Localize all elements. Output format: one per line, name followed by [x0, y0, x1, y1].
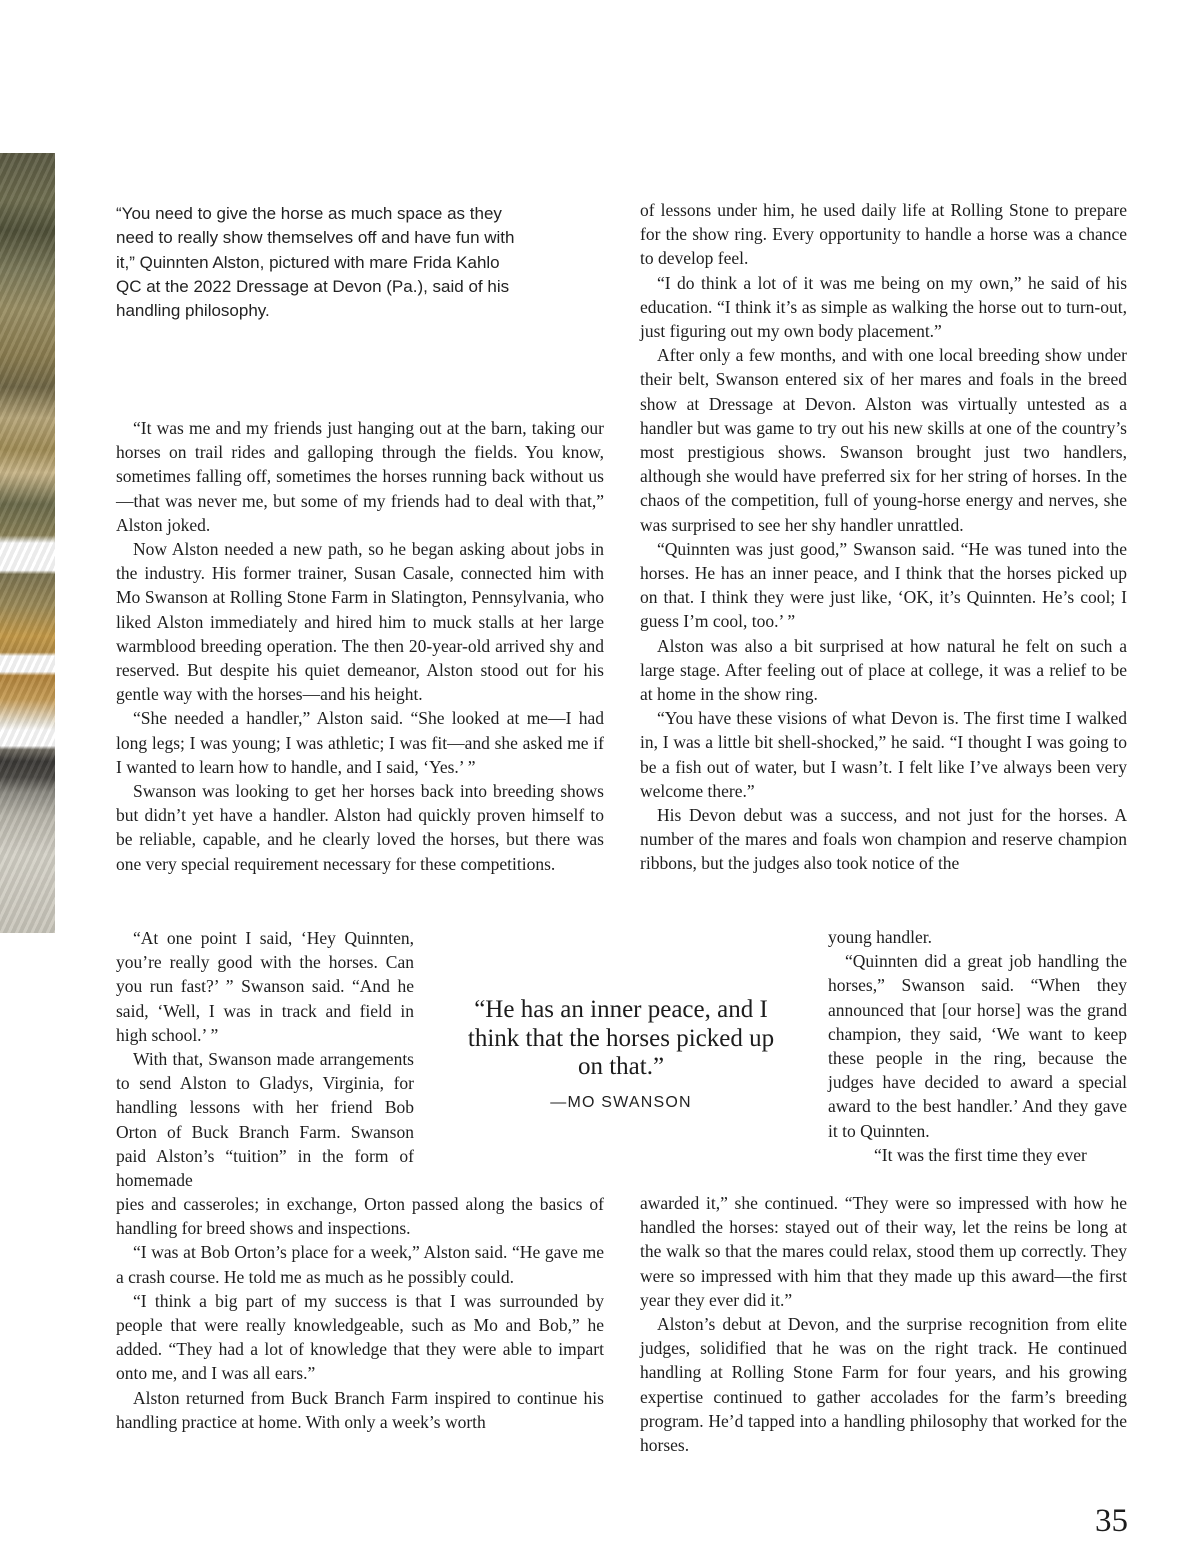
photo-caption: “You need to give the horse as much space as they need to really show themselves off and have fun with it,” Quinnten Alston, pictured with mare Frida Kahlo QC at the 2022 Dressage at Devon (Pa.), said of his handling philosophy.	[116, 204, 515, 321]
pull-quote-text: “He has an inner peace, and I think that the horses picked up on that.”	[467, 996, 775, 1080]
paragraph: “You have these visions of what Devon is. The first time I walked in, I was a little bit shell-shocked,” he said. “I thought I was going to be a fish out of water, but I wasn’t. I felt like I’ve always been very welcome there.”	[640, 708, 1127, 801]
right-column-top	[640, 198, 1127, 876]
paragraph: “It was me and my friends just hanging out at the barn, taking our horses on trail rides and galloping through the fields. You know, sometimes falling off, sometimes the horses running back without us—that was never me, but some of my friends had to deal with that,” Alston joked.	[116, 418, 604, 535]
paragraph: Swanson was looking to get her horses back into breeding shows but didn’t yet have a handler. Alston had quickly proven himself to be reliable, capable, and he clearly loved the horses, but there was one very special requirement necessary for these competitions.	[116, 781, 604, 874]
paragraph: “She needed a handler,” Alston said. “She looked at me—I had long legs; I was young; I was athletic; I was fit—and she asked me if I wanted to learn how to handle, and I said, ‘Yes.’ ”	[116, 708, 604, 777]
photo-strip	[0, 153, 55, 933]
paragraph: “At one point I said, ‘Hey Quinnten, you’re really good with the horses. Can you run fast?’ ” Swanson said. “And he said, ‘Well, I was in track and field in high school.’ ”	[116, 928, 414, 1045]
paragraph: “It was the first time they ever	[874, 1144, 1087, 1165]
pull-quote	[462, 996, 780, 1112]
paragraph: His Devon debut was a success, and not just for the horses. A number of the mares and foals won champion and reserve champion ribbons, but the judges also took notice of the	[640, 805, 1127, 874]
page-number: 35	[1095, 1503, 1128, 1539]
paragraph: “Quinnten was just good,” Swanson said. “He was tuned into the horses. He has an inner peace, and I think that the horses picked up on that. I think they were just like, ‘OK, it’s Quinnten. He’s cool; I guess I’m cool, too.’ ”	[640, 538, 1127, 632]
right-column-narrow	[828, 925, 1127, 1167]
paragraph: “I think a big part of my success is that I was surrounded by people that were really knowledgeable, such as Mo and Bob,” he added. “They had a lot of knowledge that they were able to impart onto me, and I was all ears.”	[116, 1290, 604, 1384]
paragraph: “I was at Bob Orton’s place for a week,” Alston said. “He gave me a crash course. He told me as much as he possibly could.	[116, 1242, 604, 1287]
paragraph: pies and casseroles; in exchange, Orton passed along the basics of handling for breed shows and inspections.	[116, 1194, 604, 1239]
paragraph: After only a few months, and with one local breeding show under their belt, Swanson entered six of her mares and foals in the breed show at Dressage at Devon. Alston was virtually untested as a handler but was game to try out his new skills at one of the country’s most prestigious shows. Swanson brought just two handlers, although she would have preferred six for her string of horses. In the chaos of the competition, full of young-horse energy and nerves, she was surprised to see her shy handler unrattled.	[640, 345, 1127, 535]
paragraph: Alston returned from Buck Branch Farm inspired to continue his handling practice at home. With only a week’s worth	[116, 1387, 604, 1432]
paragraph: “Quinnten did a great job handling the horses,” Swanson said. “When they announced that [our horse] was the grand champion, they said, ‘We want to keep these people in the ring, because the judges have decided to award a special award to the best handler.’ And they gave it to Quinnten.	[828, 951, 1127, 1141]
paragraph: young handler.	[828, 927, 933, 947]
paragraph: awarded it,” she continued. “They were so impressed with how he handled the horses: stayed out of their way, let the reins be long at the walk so that the mares could relax, stood them up correctly. They were so impressed with him that they made up this award—the first year they ever did it.”	[640, 1193, 1127, 1310]
paragraph: With that, Swanson made arrangements to send Alston to Gladys, Virginia, for handling lessons with her friend Bob Orton of Buck Branch Farm. Swanson paid Alston’s “tuition” in the form of homemade	[116, 1049, 414, 1191]
right-column-bottom	[640, 1191, 1127, 1457]
left-column-narrow	[116, 926, 414, 1192]
paragraph: Alston was also a bit surprised at how natural he felt on such a large stage. After feeling out of place at college, it was a relief to be at home in the show ring.	[640, 635, 1127, 705]
left-column-top	[116, 416, 604, 876]
left-column-bottom	[116, 1192, 604, 1434]
paragraph: Now Alston needed a new path, so he began asking about jobs in the industry. His former trainer, Susan Casale, connected him with Mo Swanson at Rolling Stone Farm in Slatington, Pennsylvania, who liked Alston immediately and hired him to muck stalls at her large warmblood breeding operation. The then 20-year-old arrived shy and reserved. But despite his quiet demeanor, Alston stood out for his gentle way with the horses—and his height.	[116, 539, 604, 705]
paragraph: Alston’s debut at Devon, and the surprise recognition from elite judges, solidified that he was on the right track. He continued handling at Rolling Stone Farm for four years, and his growing expertise continued to gather accolades for the farm’s breeding program. He’d tapped into a handling philosophy that worked for the horses.	[640, 1314, 1127, 1456]
pull-quote-attribution: —MO SWANSON	[550, 1093, 692, 1111]
paragraph: of lessons under him, he used daily life at Rolling Stone to prepare for the show ring. Every opportunity to handle a horse was a chance to develop feel.	[640, 200, 1127, 269]
paragraph: “I do think a lot of it was me being on my own,” he said of his education. “I think it’s as simple as walking the horse out to turn-out, just figuring out my own body placement.”	[640, 272, 1127, 342]
